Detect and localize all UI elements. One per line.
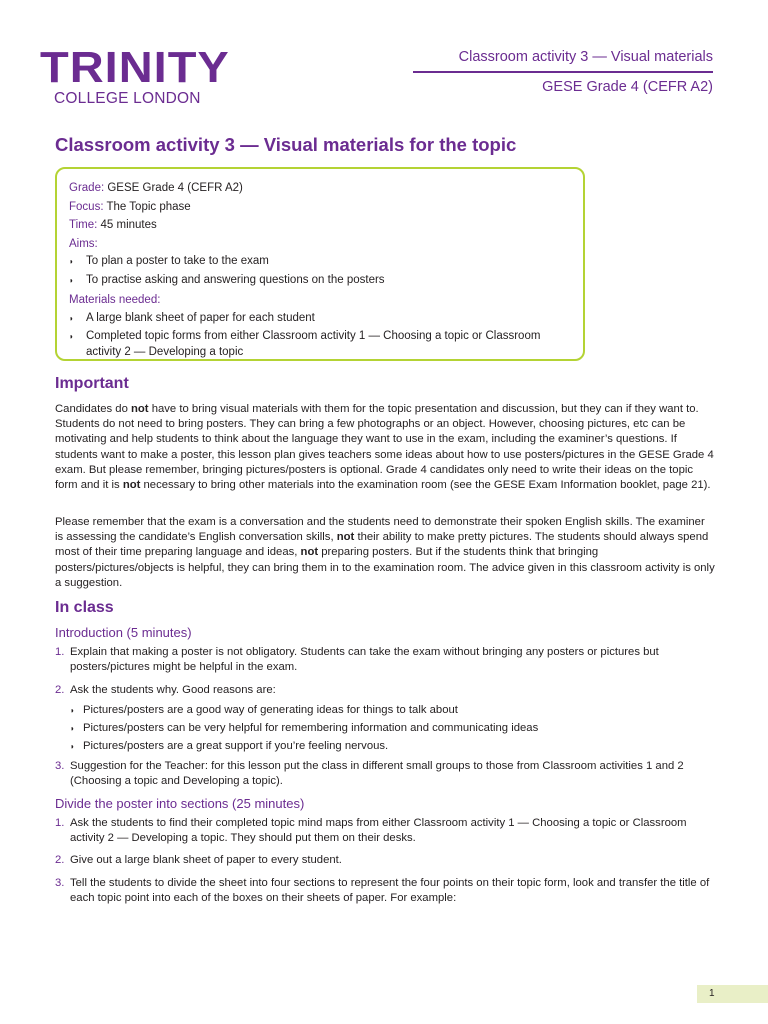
- divide-item-1: [55, 816, 717, 846]
- material-item: [69, 329, 571, 360]
- emphasis: not: [300, 546, 319, 559]
- trinity-logo: [40, 42, 240, 108]
- bullet-icon: ◗: [70, 706, 75, 715]
- reason-item: [70, 739, 388, 754]
- page-number: 1: [697, 985, 768, 1003]
- introduction-heading: [55, 625, 192, 640]
- divide-item-3: [55, 876, 717, 906]
- item-number: 2.: [55, 854, 65, 866]
- reason-item: [70, 703, 458, 718]
- logo-subtitle: COLLEGE LONDON: [54, 90, 201, 107]
- text-run: preparing posters. But if the students think that bringing posters/pictures/objects is helpful, they can bring them in to the examination room. The advice given in this classroom activity is only a suggestion.: [55, 546, 715, 589]
- item-number: 1.: [55, 817, 65, 829]
- section-title: Introduction: [55, 625, 123, 640]
- logo-wordmark: TRINITY: [40, 42, 230, 92]
- grade-value: GESE Grade 4 (CEFR A2): [104, 182, 243, 194]
- focus-line: [69, 198, 571, 217]
- emphasis: not: [122, 479, 141, 492]
- item-text: Tell the students to divide the sheet into four sections to represent the four points on their topic form, look and transfer the title of each topic point into each of the boxes on their sheets of paper. For example:: [70, 877, 710, 905]
- aims-label: Aims:: [69, 237, 98, 250]
- item-text: Give out a large blank sheet of paper to every student.: [70, 854, 342, 866]
- text-run: their ability to make pretty pictures. The students should always spend most of their time preparing language and ideas,: [55, 531, 709, 559]
- text-run: Candidates do: [55, 403, 131, 415]
- bullet-icon: ◗: [70, 742, 75, 751]
- text-run: necessary to bring other materials into the examination room (see the GESE Exam Information booklet, page 21).: [140, 479, 711, 492]
- item-number: 1.: [55, 646, 65, 658]
- aim-item: [69, 254, 571, 270]
- focus-label: Focus:: [69, 200, 104, 213]
- time-value: 45 minutes: [97, 219, 157, 231]
- divide-poster-heading: [55, 796, 304, 811]
- reason-text: Pictures/posters can be very helpful for remembering information and communicating ideas: [83, 722, 539, 734]
- intro-item-3: [55, 759, 717, 789]
- materials-line: [69, 291, 571, 310]
- emphasis: not: [131, 403, 149, 415]
- page-title: Classroom activity 3 — Visual materials for the topic: [55, 134, 517, 155]
- important-paragraph-2: [55, 515, 715, 591]
- header-grade: GESE Grade 4 (CEFR A2): [542, 79, 713, 95]
- reason-text: Pictures/posters are a great support if you’re feeling nervous.: [83, 740, 389, 752]
- time-label: Time:: [69, 219, 98, 231]
- bullet-icon: ◗: [69, 275, 74, 285]
- aim-text: To practise asking and answering questions on the posters: [86, 273, 385, 286]
- aims-line: [69, 235, 571, 254]
- item-number: 2.: [55, 684, 65, 696]
- item-text: Explain that making a poster is not obligatory. Students can take the exam without bringing any posters or pictures but posters/pictures might be helpful in the exam.: [70, 646, 659, 674]
- aim-item: [69, 273, 571, 289]
- materials-label: Materials needed:: [69, 294, 161, 306]
- bullet-icon: ◗: [70, 724, 75, 733]
- text-run: have to bring visual materials with them for the topic presentation and discussion, but they can if they want to. Students do not need to bring posters. They can bring a few photographs or an object. However, choosing pictures, etc can be motivating and help students to think about the language they want to use in the exam, including the examiner’s questions. If students want to make a poster, this lesson plan gives teachers some ideas about how to use posters/pictures in the GESE Grade 4 exam. But please remember, bringing pictures/posters is optional. Grade 4 candidates only need to write their ideas on the topic form and it is: [55, 403, 714, 492]
- item-text: Ask the students why. Good reasons are:: [70, 684, 276, 696]
- important-paragraph-1: [55, 402, 715, 493]
- item-number: 3.: [55, 877, 65, 889]
- grade-label: Grade:: [69, 182, 105, 194]
- material-text: Completed topic forms from either Classroom activity 1 — Choosing a topic or Classroom activity 2 — Developing a topic: [86, 330, 541, 358]
- bullet-icon: ◗: [69, 257, 74, 266]
- item-number: 3.: [55, 760, 65, 772]
- reason-text: Pictures/posters are a good way of generating ideas for things to talk about: [83, 704, 458, 716]
- intro-item-1: [55, 645, 717, 675]
- emphasis: not: [336, 531, 355, 544]
- bullet-icon: ◗: [69, 332, 74, 341]
- divide-item-2: [55, 853, 717, 868]
- bullet-icon: ◗: [69, 313, 74, 323]
- header-title: Classroom activity 3 — Visual materials: [413, 49, 713, 73]
- important-heading: Important: [55, 375, 129, 392]
- text-run: Please remember that the exam is a conversation and the students need to demonstrate their spoken English skills. The examiner is assessing the candidate’s English conversation skills,: [55, 516, 705, 544]
- reason-item: [70, 721, 538, 736]
- section-title: Divide the poster into sections: [55, 796, 229, 811]
- intro-item-2: [55, 683, 717, 698]
- aim-text: To plan a poster to take to the exam: [86, 255, 269, 267]
- activity-info-box: [55, 167, 585, 361]
- section-time: (5 minutes): [122, 625, 192, 640]
- focus-value: The Topic phase: [103, 200, 191, 213]
- material-item: [69, 311, 571, 327]
- item-text: Suggestion for the Teacher: for this lesson put the class in different small groups to those from Classroom activities 1 and 2 (Choosing a topic and Developing a topic).: [70, 760, 684, 788]
- time-line: [69, 216, 571, 235]
- material-text: A large blank sheet of paper for each student: [86, 311, 315, 324]
- page-header: [413, 49, 713, 95]
- in-class-heading: In class: [55, 599, 114, 616]
- grade-line: [69, 179, 571, 198]
- section-time: (25 minutes): [228, 796, 305, 811]
- item-text: Ask the students to find their completed topic mind maps from either Classroom activity 1 — Choosing a topic or Classroom activity 2 — Developing a topic. They should put them on their desks.: [70, 817, 687, 845]
